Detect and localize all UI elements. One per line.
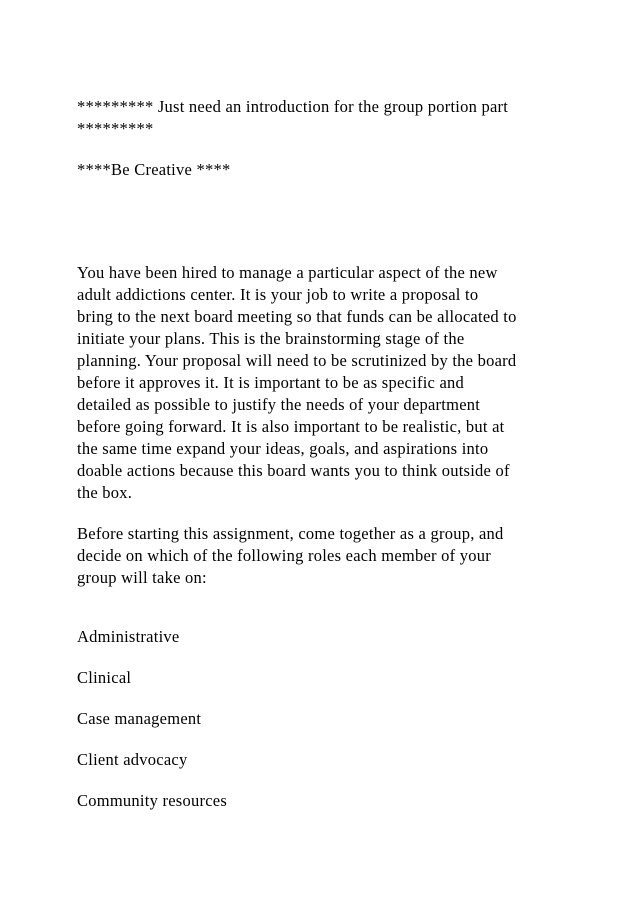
role-item: Administrative [77, 627, 180, 646]
paragraph-line: before going forward. It is also important to be realistic, but at [77, 417, 505, 436]
role-item: Clinical [77, 668, 132, 687]
paragraph-line: planning. Your proposal will need to be scrutinized by the board [77, 351, 517, 370]
header-line-2: ********* [77, 119, 154, 138]
paragraph-line: You have been hired to manage a particular aspect of the new [77, 263, 498, 282]
creative-note: ****Be Creative **** [77, 160, 231, 179]
paragraph-line: before it approves it. It is important to be as specific and [77, 373, 465, 392]
paragraph-line: bring to the next board meeting so that funds can be allocated to [77, 307, 517, 326]
header-line-1: ********* Just need an introduction for the group portion part [77, 97, 509, 116]
paragraph-line: the box. [77, 483, 133, 502]
paragraph-line: initiate your plans. This is the brainstorming stage of the [77, 329, 465, 348]
paragraph-line: adult addictions center. It is your job to write a proposal to [77, 285, 479, 304]
role-item: Community resources [77, 791, 228, 810]
paragraph-line: group will take on: [77, 568, 207, 587]
role-item: Case management [77, 709, 202, 728]
paragraph-line: decide on which of the following roles each member of your [77, 546, 492, 565]
paragraph-line: detailed as possible to justify the needs of your department [77, 395, 481, 414]
role-item: Client advocacy [77, 750, 188, 769]
paragraph-line: the same time expand your ideas, goals, and aspirations into [77, 439, 489, 458]
paragraph-line: doable actions because this board wants you to think outside of [77, 461, 510, 480]
paragraph-line: Before starting this assignment, come together as a group, and [77, 524, 504, 543]
